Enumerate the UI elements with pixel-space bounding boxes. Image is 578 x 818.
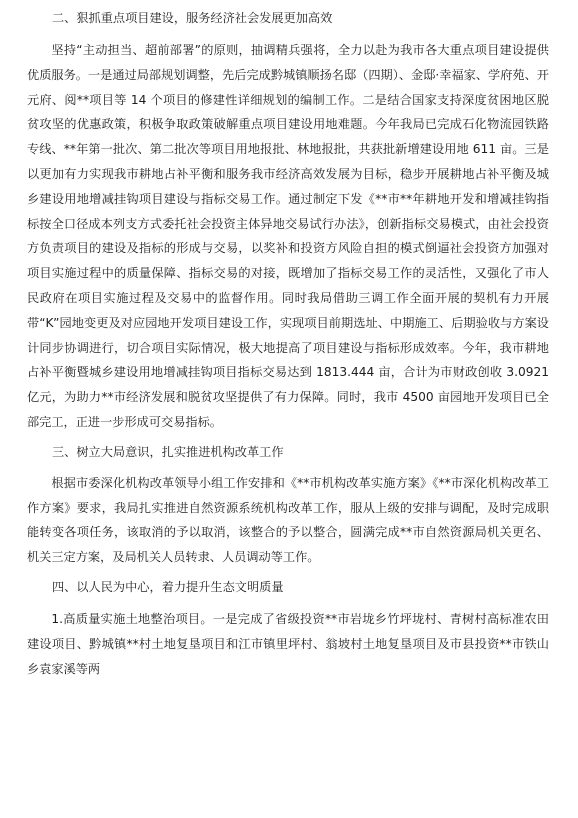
section-paragraph: 坚持“主动担当、超前部署”的原则，抽调精兵强将，全力以赴为我市各大重点项目建设提供优质服务。一是通过局部规划调整，先后完成黔城镇顺扬名邸（四期）、金邸·幸福家、学府苑、开元府、阅**项目等 14 个项目的修建性详细规划的编制工作。二是结合国家支持深度贫困地区脱贫攻坚的优惠政策，积极争取政策破解重点项目建设用地难题。今年我局已完成石化物流园铁路专线、**年第一批次、第二批次等项目用地报批、林地报批，共获批新增建设用地 611 亩。三是以更加有力实现我市耕地占补平衡和服务我市经济高效发展为目标，稳步开展耕地占补平衡及城乡建设用地增减挂钩项目建设与指标交易工作。通过制定下发《**市**年耕地开发和增减挂钩指标按全口径成本列支方式委托社会投资主体异地交易试行办法》，创新指标交易模式，由社会投资方负责项目的建设及指标的形成与交易，以奖补和投资方风险自担的模式倒逼社会投资方加强对项目实施过程中的质量保障、指标交易的对接，既增加了指标交易工作的灵活性，又强化了市人民政府在项目实施过程及交易中的监督作用。同时我局借助三调工作全面开展的契机有力开展带“K”园地变更及对应园地开发项目建设工作，实现项目前期选址、中期施工、后期验收与方案设计同步协调进行，切合项目实际情况，极大地提高了项目建设与指标形成效率。今年，我市耕地占补平衡暨城乡建设用地增减挂钩项目指标交易达到 1813.444 亩，合计为市财政创收 3.0921 亿元，为助力**市经济发展和脱贫攻坚提供了有力保障。同时，我市 4500 亩园地开发项目已全部完工，正进一步形成可交易指标。 (27, 43, 549, 429)
section-paragraph: 根据市委深化机构改革领导小组工作安排和《**市机构改革实施方案》《**市深化机构改革工作方案》要求，我局扎实推进自然资源系统机构改革工作，服从上级的安排与调配，及时完成职能转变各项任务，该取消的予以取消，该整合的予以整合，圆满完成**市自然资源局机关更名、机关三定方案，及局机关人员转隶、人员调动等工作。 (27, 475, 549, 565)
section-paragraph: 1.高质量实施土地整治项目。一是完成了省级投资**市岩垅乡竹坪垅村、青树村高标准农田建设项目、黔城镇**村土地复垦项目和江市镇里坪村、翁坡村土地复垦项目及市县投资**市铁山乡袁家溪等两 (27, 611, 549, 676)
section-heading: 二、狠抓重点项目建设，服务经济社会发展更加高效 (52, 11, 333, 25)
section-heading: 四、以人民为中心，着力提升生态文明质量 (52, 579, 284, 594)
section-heading: 三、树立大局意识，扎实推进机构改革工作 (52, 444, 284, 459)
